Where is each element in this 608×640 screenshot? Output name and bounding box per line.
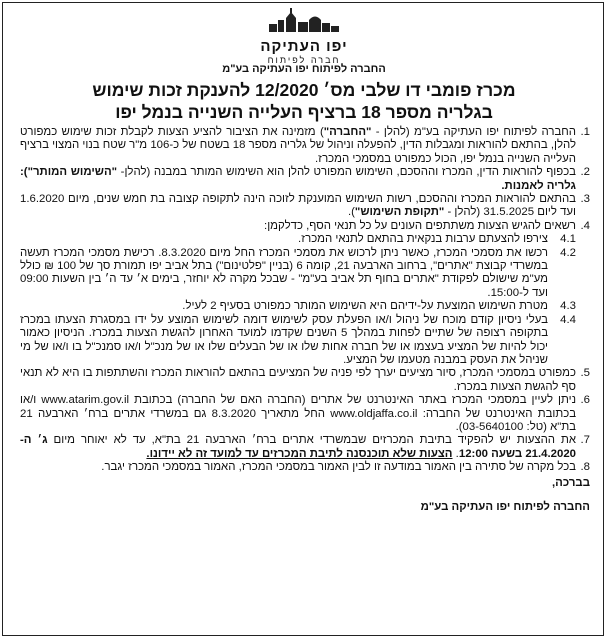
clause-text: בהתאם להוראות המכרז וההסכם, רשות השימוש המוענקת לזוכה הינה לתקופה קצובה בת חמש שנים, מיום 1.6.2020 ועד ליום 31.5.2025 (להלן - — [20, 193, 576, 219]
clause-6 — [20, 394, 590, 434]
clause-number: 8. — [580, 461, 590, 474]
clause-number: 1. — [580, 126, 590, 138]
clause-text: כמפורט במסמכי המכרז, סיור מציעים יערך לפי פניה של המציעים בהתאם להוראות המכרז והשתתפות בו היא לא תנאי סף להגשת הצעות במכרז. — [20, 367, 576, 393]
clause-text: בכל מקרה של סתירה בין האמור במודעה זו לבין האמור במסמכי המכרז, האמור במסמכי המכרז יגבר. — [101, 461, 576, 474]
signature: החברה לפיתוח יפו העתיקה בע"מ — [420, 501, 590, 514]
clause-5 — [20, 367, 590, 394]
clause-text: ניתן לעיין במסמכי המכרז באתר האינטרנט של אתרים (החברה האם של החברה) בכתובת www.atarim.gov.il ו/או בכתובת האינטרנט של החברה: www.oldjaffa.co.il החל מתאריך 8.3.2020 גם במשרדי אתרים ברח׳ הארבעה 21 בת"א (טל: 03-5640100). — [20, 394, 577, 433]
company-header: החברה לפיתוח יפו העתיקה בע"מ — [222, 63, 386, 75]
clause-text: צירפו להצעתם ערבות בנקאית בהתאם לתנאי המכרז. — [298, 233, 548, 246]
clause-text: את ההצעות יש להפקיד בתיבת המכרזים שבמשרדי אתרים ברח׳ הארבעה 21 בת"א, עד לא יאוחר מיום — [47, 434, 576, 447]
tender-subtitle: בגלריה מספר 18 ברציף העלייה השנייה בנמל יפו — [115, 102, 493, 122]
clause-number: 3. — [580, 193, 590, 206]
clause-number: 7. — [580, 434, 590, 447]
clause-number: 4. — [580, 219, 590, 232]
clause-text: . — [452, 447, 459, 460]
clause-number: 4.2 — [560, 246, 576, 259]
defined-term: "תקופת השימוש" — [354, 206, 445, 219]
clause-text: החברה לפיתוח יפו העתיקה בע"מ (להלן - — [371, 126, 576, 138]
logo-name: יפו העתיקה — [260, 38, 348, 55]
logo-subtitle: חברה לפיתוח — [267, 55, 341, 65]
defined-term: "השימוש המותר"): גלריה לאמנות. — [20, 166, 576, 192]
company-logo — [0, 8, 608, 66]
clause-text: ) מזמינה את הציבור להציע הצעות לקבלת זכות שימוש כמפורט להלן, בהתאם להוראות ומגבלות הדין, להפעלה וניהול של גלריה מספר 18 בשטח של כ-106 מ"ר שטח בנוי המצוי ברציף העלייה השנייה בנמל יפו, הכול כמפורט במסמכי המכרז. — [20, 126, 577, 165]
clause-number: 2. — [580, 166, 590, 179]
clause-text: בעלי ניסיון קודם מוכח של ניהול ו/או הפעלת עסק לשימוש דומה לשימוש המוצע על ידו במסגרת הצעתו במכרז בתקופה רצופה של שתיים לפחות במהלך 5 השנים שקדמו למועד האחרון להגשת הצעות במכרז. הניסיון כאמור יכול להיות של המציע בעצמו או של חברה אחות שלו או של הבעלים שלו או של מנכ"ל ו/או סמנכ"ל בו ו/או של מי שניהל את העסק במבנה מטעמו של המציע. — [20, 313, 549, 366]
deadline-warning: הצעות שלא תוכנסנה לתיבת המכרזים עד למועד זה לא יידונו. — [146, 447, 453, 460]
clause-number: 5. — [580, 367, 590, 380]
clause-number: 4.1 — [560, 233, 576, 246]
clause-number: 4.3 — [560, 300, 576, 313]
clause-number: 4.4 — [560, 313, 576, 326]
clause-text: מטרת השימוש המוצעת על-ידיהם היא השימוש המותר כמפורט בסעיף 2 לעיל. — [182, 300, 548, 313]
clause-4-3 — [20, 300, 590, 313]
clause-4-1 — [20, 233, 590, 246]
clause-4 — [20, 220, 590, 233]
clause-text: ). — [347, 206, 355, 219]
clause-7 — [20, 434, 590, 461]
notice-body — [20, 126, 590, 526]
clause-8 — [20, 461, 590, 474]
clause-1 — [20, 126, 590, 166]
clause-3 — [20, 193, 590, 220]
clause-number: 6. — [580, 394, 590, 407]
clause-text: רכשו את מסמכי המכרז, כאשר ניתן לרכוש את מסמכי המכרז החל מיום 8.3.2020. רכישת מסמכי המכרז תעשה במשרדי קבוצת "אתרים", ברחוב הארבעה 21, קומה 6 (בניין "פלטינום") בתל אביב יפו תמורת סך של 100 ₪ כולל מע"מ שישולם לפקודת "אתרים בחוף תל אביב בע"מ" - שבכל מקרה לא יוחזר, בימים א׳ עד ה׳ בין השעות 09:00 ועד ל-15:00. — [20, 246, 548, 299]
clause-4-2 — [20, 247, 590, 301]
deadline-date: ג׳ ה- 21.4.2020 בשעה 12:00 — [20, 434, 576, 460]
clause-text: רשאים להגיש הצעות משתתפים העונים על כל תנאי הסף, כדלקמן: — [264, 219, 576, 232]
clause-4-4 — [20, 314, 590, 368]
tender-title: מכרז פומבי דו שלבי מס׳ 12/2020 להענקת זכות שימוש — [92, 80, 516, 100]
defined-term: "החברה" — [323, 126, 372, 138]
skyline-icon — [259, 8, 349, 34]
closing-greeting: בברכה, — [552, 476, 590, 489]
clause-text: בכפוף להוראות הדין, המכרז וההסכם, השימוש המפורט להלן הוא השימוש המותר במבנה (להלן- — [117, 166, 576, 179]
clause-2 — [20, 166, 590, 193]
